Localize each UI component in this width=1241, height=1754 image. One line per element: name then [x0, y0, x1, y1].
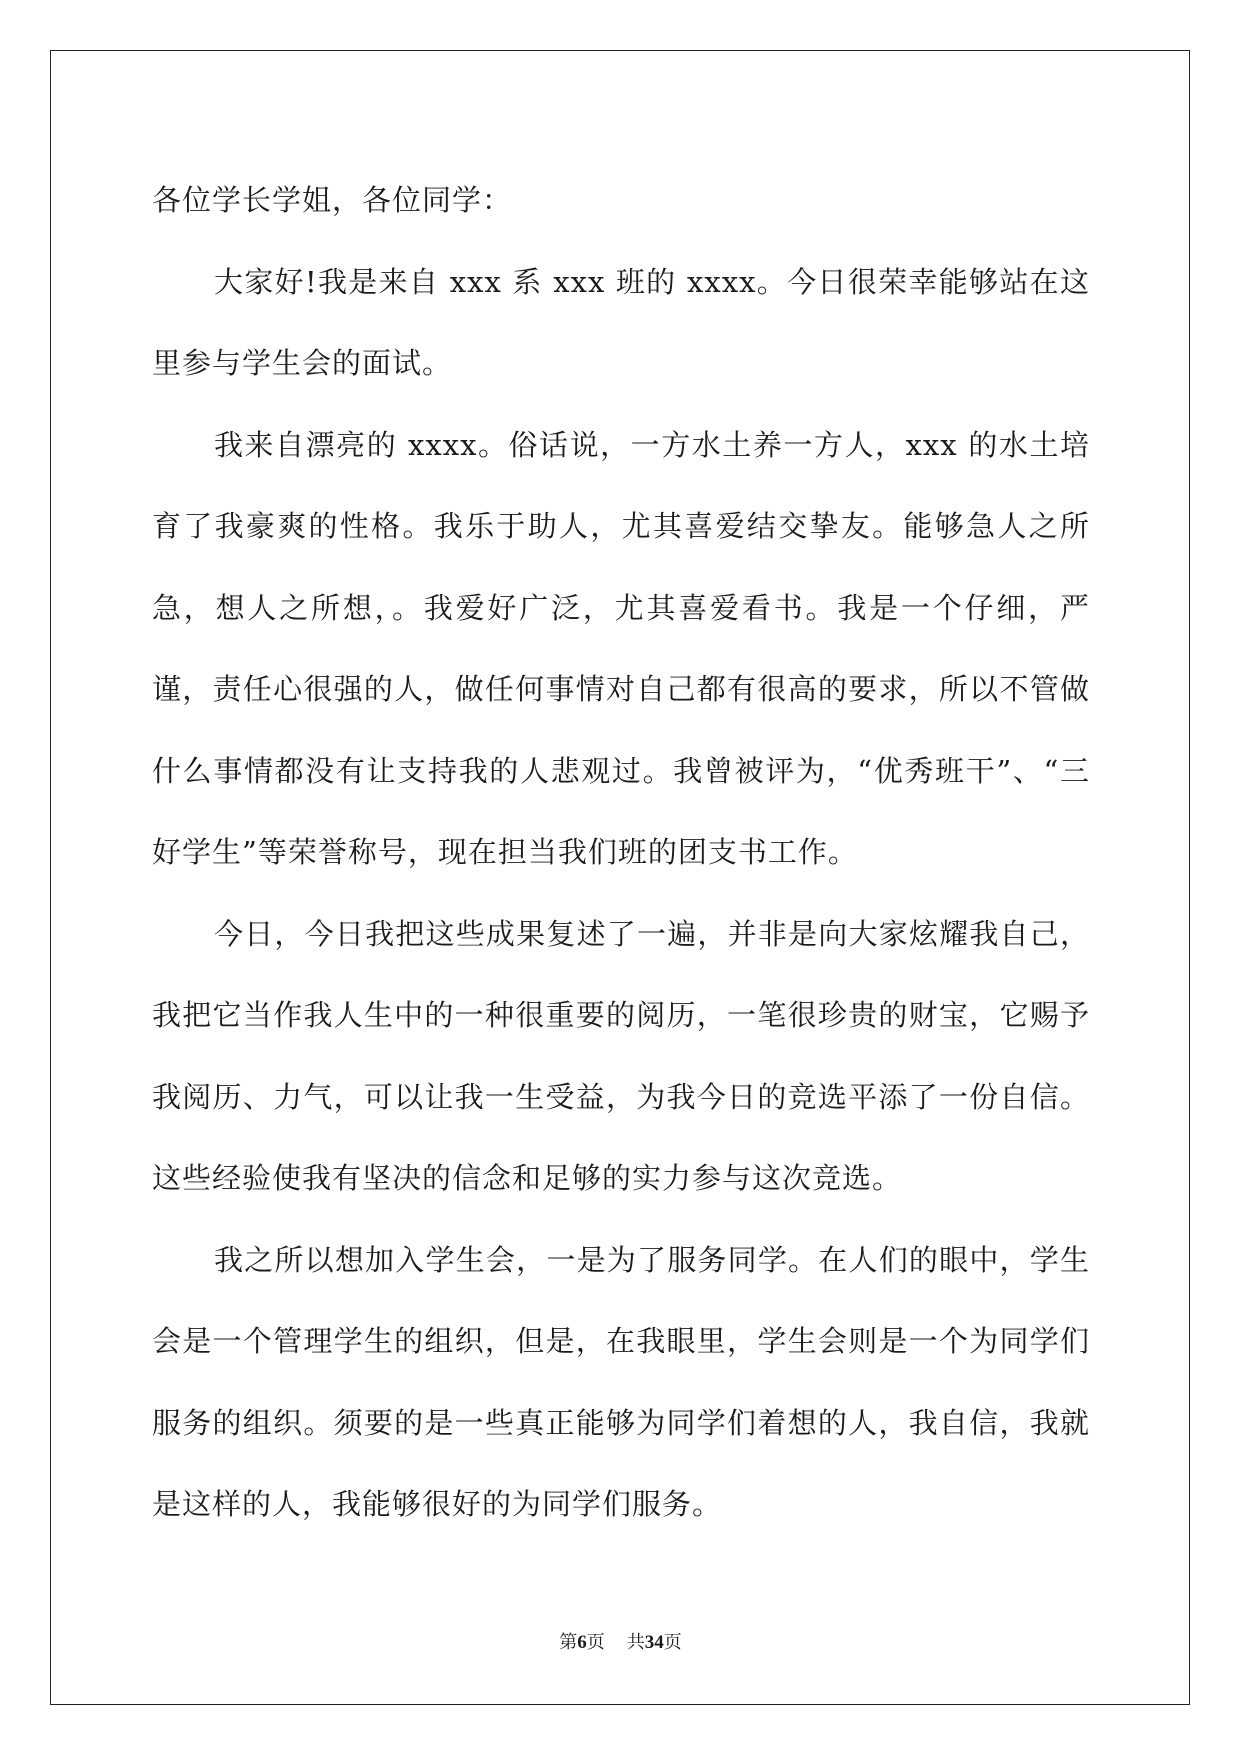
paragraph-background: 我来自漂亮的 xxxx。俗话说，一方水土养一方人，xxx 的水土培育了我豪爽的性格。我乐于助人，尤其喜爱结交挚友。能够急人之所急，想人之所想，。我爱好广泛，尤其喜爱看书。我是一个仔细，严谨，责任心很强的人，做任何事情对自己都有很高的要求，所以不管做什么事情都没有让支持我的人悲观过。我曾被评为，“优秀班干”、“三好学生”等荣誉称号，现在担当我们班的团支书工作。	[152, 427, 1090, 869]
total-suffix: 页	[663, 1632, 682, 1653]
page-suffix: 页	[586, 1632, 605, 1653]
document-body	[152, 160, 1090, 1546]
page-number: 6	[577, 1632, 587, 1653]
salutation: 各位学长学姐，各位同学：	[152, 183, 513, 217]
total-pages: 34	[644, 1632, 664, 1653]
paragraph-motivation: 我之所以想加入学生会，一是为了服务同学。在人们的眼中，学生会是一个管理学生的组织，但是，在我眼里，学生会则是一个为同学们服务的组织。须要的是一些真正能够为同学们着想的人，我自信，我就是这样的人，我能够很好的为同学们服务。	[152, 1242, 1090, 1521]
total-prefix: 共	[626, 1632, 645, 1653]
page-footer	[0, 1628, 1241, 1654]
page-prefix: 第	[559, 1632, 578, 1653]
paragraph-experience: 今日，今日我把这些成果复述了一遍，并非是向大家炫耀我自己，我把它当作我人生中的一种很重要的阅历，一笔很珍贵的财宝，它赐予我阅历、力气，可以让我一生受益，为我今日的竞选平添了一份自信。这些经验使我有坚决的信念和足够的实力参与这次竞选。	[152, 916, 1090, 1195]
paragraph-greeting: 大家好!我是来自 xxx 系 xxx 班的 xxxx。今日很荣幸能够站在这里参与学生会的面试。	[152, 264, 1090, 380]
